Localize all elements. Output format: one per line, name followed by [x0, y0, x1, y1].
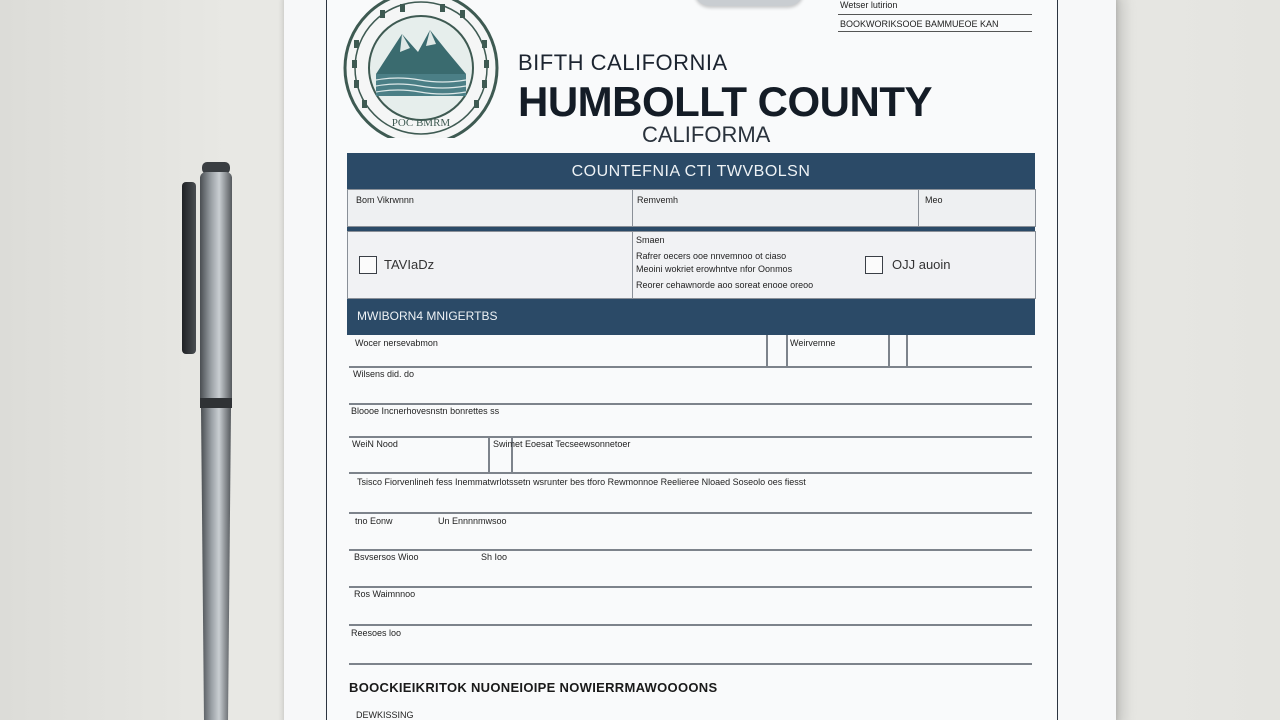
row-3-label: Bloooe Incnerhovesnstn bonrettes ss	[351, 406, 500, 416]
footer-sub: DEWKISSING	[356, 710, 414, 720]
checkbox-left[interactable]	[359, 256, 377, 274]
section-1-title: COUNTEFNIA CTI TWVBOLSN	[571, 163, 811, 180]
note-line-3: Meoini wokriet erowhntve nfor Oonmos	[636, 264, 793, 274]
row-7-line[interactable]	[349, 586, 1032, 588]
header-subtitle: BIFTH CALIFORNIA	[518, 50, 728, 75]
row-3-line[interactable]	[349, 436, 1032, 438]
page-title: HUMBOLLT COUNTY	[518, 78, 932, 125]
row-6-mid-label: Un Ennnnmwsoo	[438, 516, 507, 526]
field-c[interactable]	[918, 189, 1036, 227]
footer-title: BOOCKIEIKRITOK NUONEIOIPE NOWIERRMAWOOOONS	[349, 680, 718, 695]
row-8-line[interactable]	[349, 624, 1032, 626]
row-1-divider-b	[786, 335, 788, 366]
field-a-label: Bom Vikrwnnn	[356, 195, 414, 205]
row-6-line[interactable]	[349, 549, 1032, 551]
field-c-label: Meo	[925, 195, 943, 205]
field-b[interactable]	[632, 189, 919, 227]
row-9-line[interactable]	[349, 663, 1032, 665]
checkbox-right[interactable]	[865, 256, 883, 274]
row-1-mid-label: Weirvemne	[790, 338, 836, 348]
field-a[interactable]	[347, 189, 633, 227]
checkbox-left-label: TAVIaDz	[384, 257, 435, 272]
row-1-divider-d	[906, 335, 908, 366]
row-7-mid-label: Sh Ioo	[481, 552, 508, 562]
row-1-label: Wocer nersevabmon	[355, 338, 438, 348]
pen-clip	[182, 182, 196, 354]
row-7-label: Bsvsersos Wioo	[354, 552, 419, 562]
header-state: CALIFORMA	[642, 122, 771, 147]
section-2-title: MWIBORN4 MNIGERTBS	[357, 309, 498, 323]
row-4-line[interactable]	[349, 472, 1032, 474]
seal-bottom-text: POC BMRM	[391, 117, 451, 129]
row-2-label: Wilsens did. do	[353, 369, 415, 379]
county-seal-icon	[340, 0, 502, 138]
checkbox-right-label: OJJ auoin	[892, 257, 951, 272]
row-1-divider-a	[766, 335, 768, 366]
row-4-label: WeiN Nood	[352, 439, 398, 449]
row-4-mid-label: Swimet Eoesat Tecseewsonnetoer	[493, 439, 631, 449]
row-9-label: Reesoes loo	[351, 628, 402, 638]
row-5-line[interactable]	[349, 512, 1032, 514]
row-1-line[interactable]	[349, 366, 1032, 368]
row-8-label: Ros Waimnnoo	[354, 589, 416, 599]
section-1-header	[347, 153, 1035, 189]
row-6-label: tno Eonw	[355, 516, 393, 526]
note-line-1: Smaen	[636, 235, 665, 245]
row-2-line[interactable]	[349, 403, 1032, 405]
clipboard-clip	[694, 0, 804, 6]
row-4-divider-a	[488, 437, 490, 473]
section-2-header	[347, 299, 1035, 335]
note-line-4: Reorer cehawnorde aoo soreat enooe oreoo	[636, 280, 814, 290]
note-line-2: Rafrer oecers ooe nnvemnoo ot ciaso	[636, 251, 787, 261]
row-1-divider-c	[888, 335, 890, 366]
reference-line-1: Wetser lutirion	[840, 0, 898, 10]
row-5-label: Tsisco Fiorvenlineh fess Inemmatwrlotssetn wsrunter bes tforo Rewmonnoe Reelieree Nloaed Soseolo oes fiesst	[357, 477, 806, 487]
reference-line-2: BOOKWORIKSOOE BAMMUEOE KAN	[840, 19, 999, 29]
pen-icon	[196, 162, 236, 720]
field-b-label: Remvemh	[637, 195, 679, 205]
